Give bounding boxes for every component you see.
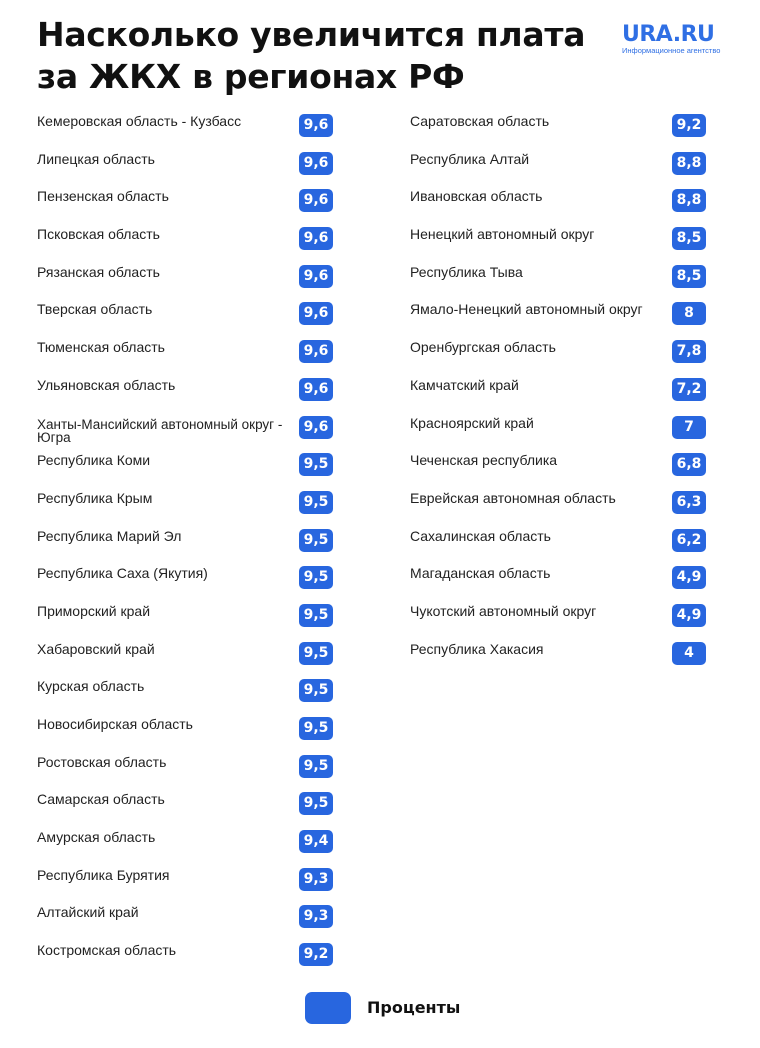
region-name: Республика Тыва [410, 263, 523, 280]
region-row [37, 822, 337, 860]
value-badge: 4 [672, 642, 706, 665]
region-row [37, 897, 337, 935]
region-name: Чукотский автономный округ [410, 602, 597, 619]
title-line-2: за ЖКХ в регионах РФ [37, 57, 465, 96]
region-name: Приморский край [37, 602, 151, 619]
value-badge: 9,5 [299, 529, 333, 552]
logo-text: URA.RU [622, 22, 715, 47]
region-name: Чеченская республика [410, 452, 558, 469]
region-name: Тверская область [37, 301, 153, 318]
region-row [410, 181, 710, 219]
region-row [410, 370, 710, 408]
region-name: Новосибирская область [37, 716, 193, 732]
region-row [410, 634, 710, 672]
value-badge: 9,6 [299, 302, 333, 325]
region-row [37, 219, 337, 257]
region-row [37, 483, 337, 521]
region-name: Ростовская область [37, 753, 167, 770]
region-name: Красноярский край [410, 414, 534, 431]
value-badge: 4,9 [672, 566, 706, 589]
region-name: Пензенская область [37, 188, 169, 205]
value-badge: 7,8 [672, 340, 706, 363]
value-badge: 9,6 [299, 340, 333, 363]
region-row [410, 106, 710, 144]
region-name: Псковская область [37, 226, 160, 243]
region-name: Республика Хакасия [410, 640, 544, 657]
value-badge: 8 [672, 302, 706, 325]
region-row [410, 596, 710, 634]
value-badge: 9,3 [299, 905, 333, 928]
region-name: Самарская область [37, 791, 165, 808]
region-name: Алтайский край [37, 904, 139, 921]
region-row [37, 747, 337, 785]
value-badge: 9,6 [299, 378, 333, 401]
regions-column-right [410, 106, 710, 671]
region-row [37, 370, 337, 408]
region-name: Республика Марий Эл [37, 527, 182, 544]
value-badge: 9,5 [299, 717, 333, 740]
value-badge: 8,8 [672, 189, 706, 212]
region-name: Республика Коми [37, 452, 151, 469]
region-row [410, 257, 710, 295]
value-badge: 9,6 [299, 227, 333, 250]
value-badge: 9,3 [299, 868, 333, 891]
value-badge: 9,6 [299, 416, 333, 439]
region-row [410, 219, 710, 257]
region-name: Сахалинская область [410, 527, 551, 544]
value-badge: 9,6 [299, 152, 333, 175]
region-row [37, 860, 337, 898]
region-row [37, 181, 337, 219]
region-row [410, 521, 710, 559]
region-name: Кемеровская область - Кузбасс [37, 113, 242, 129]
legend-label: Проценты [367, 998, 461, 1017]
region-name: Саратовская область [410, 113, 550, 129]
value-badge: 9,5 [299, 604, 333, 627]
region-row [37, 257, 337, 295]
value-badge: 7 [672, 416, 706, 439]
value-badge: 9,2 [672, 114, 706, 137]
value-badge: 9,6 [299, 114, 333, 137]
region-row [410, 445, 710, 483]
legend-swatch [305, 992, 351, 1024]
region-name: Ханты-Мансийский автономный округ - Югра [37, 416, 283, 445]
value-badge: 9,5 [299, 642, 333, 665]
logo-subtitle: Информационное агентство [622, 46, 721, 55]
region-row [37, 106, 337, 144]
region-row [37, 408, 337, 446]
region-name: Оренбургская область [410, 339, 556, 356]
page-title [37, 14, 585, 98]
value-badge: 8,8 [672, 152, 706, 175]
region-name: Костромская область [37, 942, 177, 959]
region-row [37, 634, 337, 672]
region-row [410, 144, 710, 182]
value-badge: 6,8 [672, 453, 706, 476]
region-row [410, 332, 710, 370]
value-badge: 7,2 [672, 378, 706, 401]
value-badge: 9,2 [299, 943, 333, 966]
region-row [37, 671, 337, 709]
region-name: Ульяновская область [37, 376, 176, 393]
value-badge: 9,5 [299, 491, 333, 514]
region-name: Ненецкий автономный округ [410, 226, 595, 243]
region-row [410, 408, 710, 446]
region-name: Республика Бурятия [37, 866, 170, 883]
value-badge: 9,6 [299, 189, 333, 212]
region-name: Республика Алтай [410, 150, 530, 167]
region-name: Магаданская область [410, 565, 551, 582]
title-line-1: Насколько увеличится плата [37, 15, 586, 54]
regions-column-left [37, 106, 337, 973]
region-name: Амурская область [37, 829, 156, 846]
value-badge: 6,3 [672, 491, 706, 514]
value-badge: 9,6 [299, 265, 333, 288]
region-row [37, 294, 337, 332]
value-badge: 8,5 [672, 265, 706, 288]
region-row [37, 935, 337, 973]
region-row [37, 596, 337, 634]
region-name: Рязанская область [37, 263, 160, 280]
region-row [37, 521, 337, 559]
region-row [37, 558, 337, 596]
value-badge: 9,5 [299, 755, 333, 778]
value-badge: 9,5 [299, 566, 333, 589]
region-name: Ямало-Ненецкий автономный округ [410, 301, 643, 318]
region-row [410, 294, 710, 332]
value-badge: 9,5 [299, 679, 333, 702]
region-row [37, 144, 337, 182]
region-row [37, 709, 337, 747]
region-row [410, 483, 710, 521]
value-badge: 6,2 [672, 529, 706, 552]
region-name: Ивановская область [410, 188, 543, 205]
value-badge: 9,4 [299, 830, 333, 853]
ura-logo [622, 24, 720, 56]
value-badge: 4,9 [672, 604, 706, 627]
region-row [37, 445, 337, 483]
region-name: Липецкая область [37, 150, 155, 167]
value-badge: 9,5 [299, 453, 333, 476]
value-badge: 9,5 [299, 792, 333, 815]
region-name: Тюменская область [37, 339, 165, 356]
region-name: Республика Саха (Якутия) [37, 565, 208, 582]
region-name: Хабаровский край [37, 640, 155, 657]
value-badge: 8,5 [672, 227, 706, 250]
region-row [37, 332, 337, 370]
region-row [37, 784, 337, 822]
region-name: Республика Крым [37, 489, 153, 506]
region-name: Курская область [37, 678, 145, 695]
region-name: Еврейская автономная область [410, 489, 616, 506]
region-name: Камчатский край [410, 376, 519, 393]
region-row [410, 558, 710, 596]
